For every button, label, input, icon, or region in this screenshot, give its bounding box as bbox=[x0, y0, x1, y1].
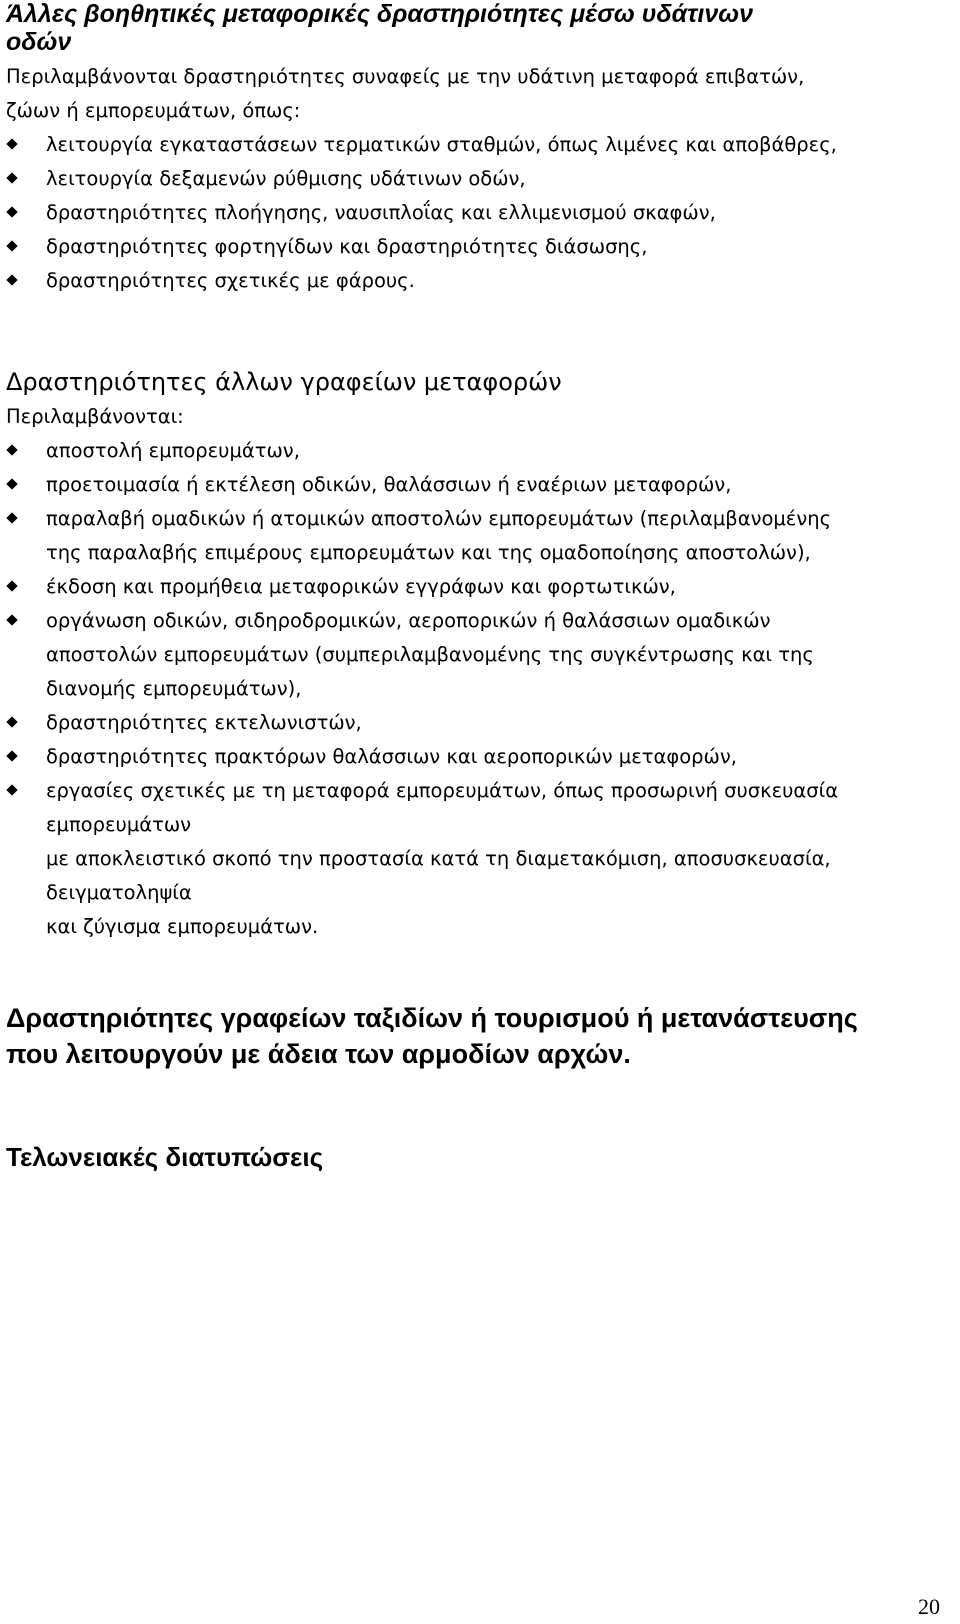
bullet-list bbox=[6, 128, 938, 298]
diamond-bullet-icon bbox=[6, 172, 17, 183]
section-travel-offices bbox=[6, 1000, 938, 1072]
diamond-bullet-icon bbox=[6, 444, 17, 455]
list-item: εργασίες σχετικές με τη μεταφορά εμπορευμάτων, όπως προσωρινή συσκευασία εμπορευμάτων με αποκλειστικό σκοπό την προστασία κατά τη διαμετακόμιση, αποσυσκευασία, δειγματοληψία και ζύγισμα εμπορευμάτων. bbox=[6, 774, 938, 944]
section-heading bbox=[6, 1000, 938, 1072]
heading-line: που λειτουργούν με άδεια των αρμοδίων αρχών. bbox=[6, 1039, 631, 1069]
list-item: δραστηριότητες φορτηγίδων και δραστηριότητες διάσωσης, bbox=[6, 230, 938, 264]
diamond-bullet-icon bbox=[6, 750, 17, 761]
diamond-bullet-icon bbox=[6, 784, 17, 795]
heading-line: οδών bbox=[6, 28, 72, 56]
bullet-list bbox=[6, 434, 938, 944]
intro-line: Περιλαμβάνονται δραστηριότητες συναφείς με την υδάτινη μεταφορά επιβατών, bbox=[6, 65, 805, 88]
list-item: οργάνωση οδικών, σιδηροδρομικών, αεροπορικών ή θαλάσσιων ομαδικών αποστολών εμπορευμάτων (συμπεριλαμβανομένης της συγκέντρωσης και της διανομής εμπορευμάτων), bbox=[6, 604, 938, 706]
list-item: δραστηριότητες πλοήγησης, ναυσιπλοΐας και ελλιμενισμού σκαφών, bbox=[6, 196, 938, 230]
diamond-bullet-icon bbox=[6, 478, 17, 489]
diamond-bullet-icon bbox=[6, 240, 17, 251]
heading-line: Άλλες βοηθητικές μεταφορικές δραστηριότητες μέσω υδάτινων bbox=[6, 0, 753, 28]
section-transport-offices bbox=[6, 366, 938, 944]
diamond-bullet-icon bbox=[6, 206, 17, 217]
diamond-bullet-icon bbox=[6, 716, 17, 727]
diamond-bullet-icon bbox=[6, 614, 17, 625]
diamond-bullet-icon bbox=[6, 274, 17, 285]
heading-line: Δραστηριότητες γραφείων ταξιδίων ή τουρισμού ή μετανάστευσης bbox=[6, 1003, 858, 1033]
list-item: λειτουργία εγκαταστάσεων τερματικών σταθμών, όπως λιμένες και αποβάθρες, bbox=[6, 128, 938, 162]
intro-line: ζώων ή εμπορευμάτων, όπως: bbox=[6, 99, 301, 122]
section-heading: Δραστηριότητες άλλων γραφείων μεταφορών bbox=[6, 368, 562, 396]
list-item: δραστηριότητες σχετικές με φάρους. bbox=[6, 264, 938, 298]
page-number: 20 bbox=[918, 1594, 940, 1619]
section-customs bbox=[6, 1140, 938, 1174]
list-item: παραλαβή ομαδικών ή ατομικών αποστολών εμπορευμάτων (περιλαμβανομένης της παραλαβής επιμέρους εμπορευμάτων και της ομαδοποίησης αποστολών), bbox=[6, 502, 938, 570]
list-item: έκδοση και προμήθεια μεταφορικών εγγράφων και φορτωτικών, bbox=[6, 570, 938, 604]
diamond-bullet-icon bbox=[6, 512, 17, 523]
section-water-transport bbox=[6, 0, 938, 298]
diamond-bullet-icon bbox=[6, 138, 17, 149]
section-heading: Τελωνειακές διατυπώσεις bbox=[6, 1142, 324, 1172]
list-item: δραστηριότητες πρακτόρων θαλάσσιων και αεροπορικών μεταφορών, bbox=[6, 740, 938, 774]
list-item: αποστολή εμπορευμάτων, bbox=[6, 434, 938, 468]
section-intro: Περιλαμβάνονται: bbox=[6, 405, 184, 428]
section-intro bbox=[6, 60, 938, 128]
list-item: προετοιμασία ή εκτέλεση οδικών, θαλάσσιων ή εναέριων μεταφορών, bbox=[6, 468, 938, 502]
section-heading bbox=[6, 0, 938, 56]
diamond-bullet-icon bbox=[6, 580, 17, 591]
list-item: λειτουργία δεξαμενών ρύθμισης υδάτινων οδών, bbox=[6, 162, 938, 196]
list-item: δραστηριότητες εκτελωνιστών, bbox=[6, 706, 938, 740]
